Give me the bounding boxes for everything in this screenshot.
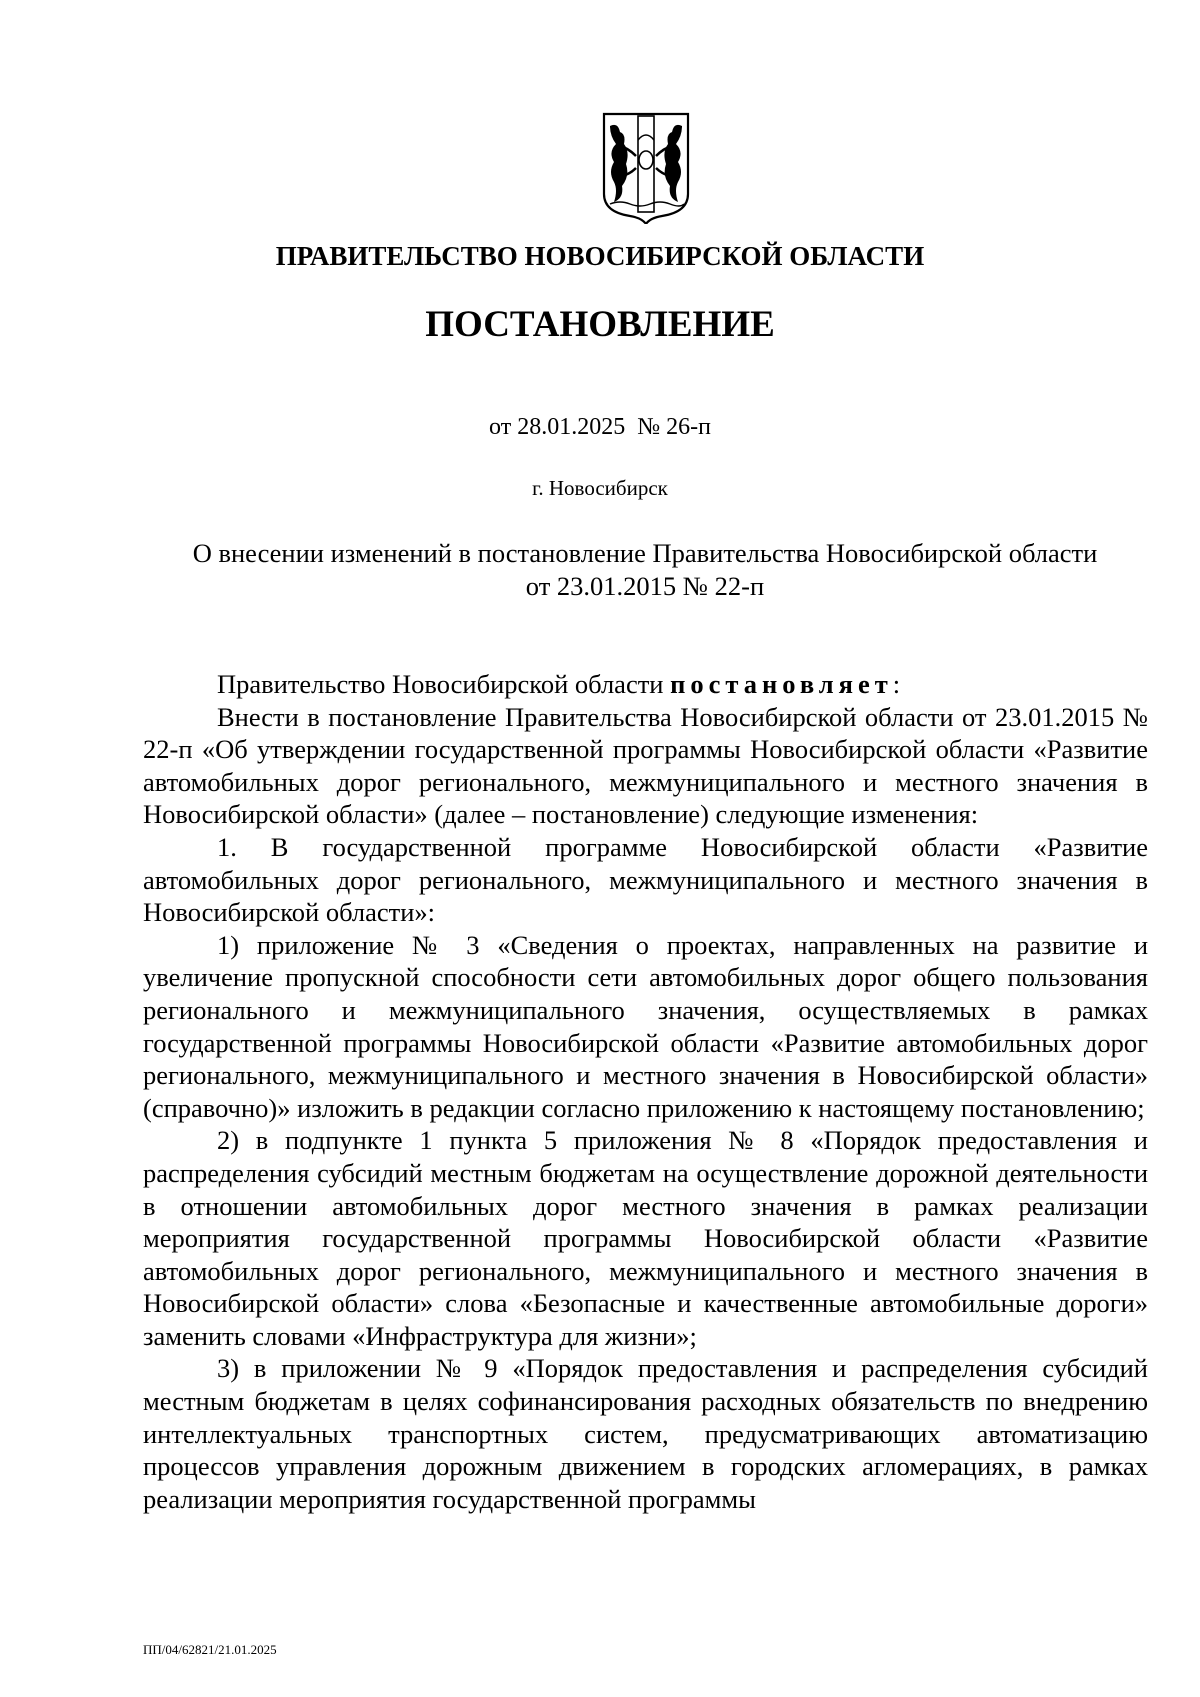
subject-line-1: О внесении изменений в постановление Правительства Новосибирской области xyxy=(192,538,1098,568)
document-date: от 28.01.2025 xyxy=(489,414,626,440)
resolves-paragraph xyxy=(143,668,1148,701)
document-number: № 26-п xyxy=(637,414,711,440)
resolves-tail: : xyxy=(892,669,901,699)
subitem-2-paragraph: 2) в подпункте 1 пункта 5 приложения № 8 «Порядок предоставления и распределения субсидий местным бюджетам на осуществление дорожной деятельности в отношении автомобильных дорог местного значения в рамках реализации мероприятия государственной программы Новосибирской области «Развитие автомобильных дорог регионального, межмуниципального и местного значения в Новосибирской области» слова «Безопасные и качественные автомобильные дороги» заменить словами «Инфраструктура для жизни»; xyxy=(143,1125,1148,1351)
intro-paragraph: Внести в постановление Правительства Новосибирской области от 23.01.2015 № 22-п «Об утверждении государственной программы Новосибирской области «Развитие автомобильных дорог регионального, межмуниципального и местного значения в Новосибирской области» (далее – постановление) следующие изменения: xyxy=(143,701,1148,830)
organization-title: ПРАВИТЕЛЬСТВО НОВОСИБИРСКОЙ ОБЛАСТИ xyxy=(275,241,925,271)
city-name: г. Новосибирск xyxy=(532,476,668,500)
subitem-3-paragraph: 3) в приложении № 9 «Порядок предоставления и распределения субсидий местным бюджетам в целях софинансирования расходных обязательств по внедрению интеллектуальных транспортных систем, предусматривающих автоматизацию процессов управления дорожным движением в городских агломерациях, в рамках реализации мероприятия государственной программы xyxy=(143,1353,1148,1514)
document-code: ПП/04/62821/21.01.2025 xyxy=(143,1642,277,1657)
document-type-title: ПОСТАНОВЛЕНИЕ xyxy=(425,304,775,345)
registration-line xyxy=(0,410,1200,444)
document-body xyxy=(143,668,1148,1515)
subitem-1-paragraph: 1) приложение № 3 «Сведения о проектах, направленных на развитие и увеличение пропускной способности сети автомобильных дорог общего пользования регионального и межмуниципального значения, осуществляемых в рамках государственной программы Новосибирской области «Развитие автомобильных дорог регионального, межмуниципального и местного значения в Новосибирской области» (справочно)» изложить в редакции согласно приложению к настоящему постановлению; xyxy=(143,929,1148,1123)
subject-line-2: от 23.01.2015 № 22-п xyxy=(525,571,765,601)
resolves-word: постановляет xyxy=(670,669,893,699)
resolves-lead: Правительство Новосибирской области xyxy=(217,669,664,699)
coat-of-arms-icon xyxy=(600,112,692,224)
item-1-paragraph: 1. В государственной программе Новосибирской области «Развитие автомобильных дорог регионального, межмуниципального и местного значения в Новосибирской области»: xyxy=(143,831,1148,928)
document-subject xyxy=(130,537,1160,603)
